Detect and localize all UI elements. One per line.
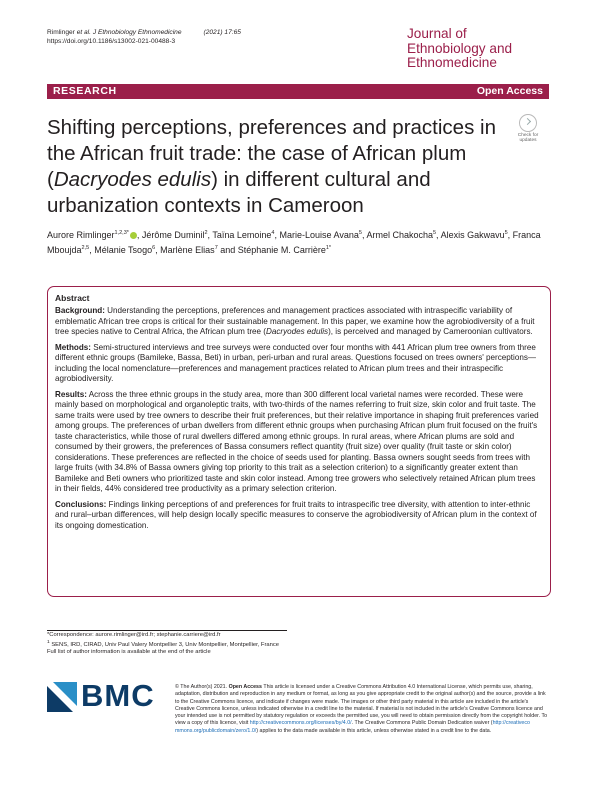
author-affiliation: 5 xyxy=(504,230,508,236)
author-affiliation: 5 xyxy=(358,230,362,236)
author-affiliation: 2 xyxy=(204,230,208,236)
author-affiliation: 4 xyxy=(271,230,275,236)
title-part1: Shifting perceptions, preferences and practices in the African fruit trade: the case of African plum ( xyxy=(47,116,496,191)
affiliation-text: SENS, IRD, CIRAD, Univ Paul Valery Montpellier 3, Univ Montpellier, Montpellier, France xyxy=(51,642,279,649)
bmc-logo xyxy=(47,680,162,720)
methods-text: Semi-structured interviews and tree surveys were conducted over four months with 441 African plum tree owners from three different ethnic groups (Bamileke, Bassa, Beti) in urban, peri-urban and rural areas. Questions focused on trees owners' perceptions—including the local nomenclature—preferences and management practices related to African plum trees and their intraspecific agrobiodiversity. xyxy=(55,342,536,383)
section-label: RESEARCH xyxy=(53,85,117,97)
author-list: Aurore Rimlinger$^{1,2,3*}$ , Jérôme Duminil$^2$, Taïna Lemoine$^4$, Marie-Louise Avana$^5$, Armel Chakocha$^5$, Alexis Gakwavu$^5$, Franca Mboujda$^{2,5}$, Mélanie Tsogo$^6$, Marlène Elias$^7$ and Stéphanie M. Carrière$^{1*}$ xyxy=(47,230,541,255)
citation-header xyxy=(47,28,241,46)
background-species: Dacryodes edulis xyxy=(266,327,329,336)
full-author-info: Full list of author information is available at the end of the article xyxy=(47,649,211,656)
title-part2: ) in different cultural and urbanization contexts in Cameroon xyxy=(47,168,431,217)
copyright: © The Author(s) 2021. xyxy=(175,684,229,690)
author-name: Jérôme Duminil xyxy=(141,230,205,240)
doi-link[interactable]: https://doi.org/10.1186/s13002-021-00488-3 xyxy=(47,38,176,45)
check-updates-line1: Check for xyxy=(517,133,539,138)
author-name: Alexis Gakwavu xyxy=(440,230,505,240)
author-name: Marie-Louise Avana xyxy=(279,230,359,240)
bmc-logo-text: BMC xyxy=(81,678,155,713)
author-name: Aurore Rimlinger xyxy=(47,230,115,240)
license-text xyxy=(175,684,549,735)
affiliation-number: 1 xyxy=(47,640,50,646)
results-text: Across the three ethnic groups in the study area, more than 300 different local varietal names were recorded. These were mainly based on morphological and organoleptic traits, with two-thirds of the names referring to fruit size, skin color and fruit taste. The same traits were used by tree owners to describe their fruit preferences, but their relative importance in shaping fruit preferences varied among groups. The preferences of urban dwellers from different ethnic groups when purchasing African plum fruit focused on the fruit's taste characteristics, while those of rural dwellers differed among ethnic groups. In rural areas, where African plums are sold and consumed by their growers, the preferences of Bassa consumers reflect quantity (fruit size) over quality (fruit taste or skin color) considerations. These preferences are reflected in the choice of seeds used for planting. Bassa owners sought seeds from trees with large fruits (with 34.8% of Bassa owners giving top priority to this trait as a selection criterion) to a significantly greater extent than Bamileke and Beti owners who prioritized taste and skin color instead. Among tree growers who selectively retained African plum trees in their fields, 44% considered tree productivity as a primary selection criterion. xyxy=(55,389,539,493)
cc0-link[interactable]: http://creativeco mmons.org/publicdomain/zero/1.0/ xyxy=(175,720,530,734)
conclusions-text: Findings linking perceptions of and preferences for fruit traits to intraspecific tree diversity, with attention to inter-ethnic and rural–urban differences, will help design locally specific measures to conserve the agrobiodiversity of African plum in the context of its ongoing domestication. xyxy=(55,499,537,530)
orcid-icon[interactable] xyxy=(130,232,137,239)
background-text-1: Understanding the perceptions, preferences and management practices associated with intraspecific variability of emblematic African tree crops is critical for their sustainable management. In this paper, we examine how the agrobiodiversity of a fruit tree species native to Central Africa, the African plum tree ( xyxy=(55,306,535,336)
author-name: Mélanie Tsogo xyxy=(94,244,153,255)
section-banner xyxy=(47,84,549,99)
check-updates-line2: updates xyxy=(519,138,537,143)
author-affiliation: 5 xyxy=(432,230,437,236)
abstract-heading: Abstract xyxy=(55,293,90,303)
author-name: Marlène Elias xyxy=(160,244,215,255)
open-access-label: Open Access xyxy=(476,85,543,97)
citation-journal: et al. J Ethnobiology Ethnomedicine xyxy=(76,29,182,36)
footnote-divider xyxy=(47,630,287,631)
author-affiliation: 7 xyxy=(214,244,218,251)
journal-name: Journal of Ethnobiology and Ethnomedicine xyxy=(407,26,513,70)
background-text-2: ), is perceived and managed by Cameroonian cultivators. xyxy=(328,327,533,336)
background-label: Background: xyxy=(55,306,105,315)
author-name: Taïna Lemoine xyxy=(212,230,272,240)
abstract-background xyxy=(55,306,543,338)
results-label: Results: xyxy=(55,389,87,399)
check-updates-icon xyxy=(519,114,537,132)
citation-year: (2021) 17:65 xyxy=(203,29,241,36)
bmc-logo-icon xyxy=(47,682,77,712)
methods-label: Methods: xyxy=(55,342,91,352)
author-name: Armel Chakocha xyxy=(366,230,433,240)
affiliation-1 xyxy=(47,639,307,649)
correspondence: *Correspondence: aurore.rimlinger@ird.fr; stephanie.carriere@ird.fr xyxy=(47,632,221,638)
author-name: Stéphanie M. Carrière xyxy=(237,244,326,255)
article-title xyxy=(47,115,517,219)
author-affiliation: 1* xyxy=(325,244,332,251)
footnotes xyxy=(47,632,307,657)
license-text-2: . The Creative Commons Public Domain Dedication waiver ( xyxy=(351,720,493,727)
license-text-3: ) applies to the data made available in this article, unless otherwise stated in a credit line to the data. xyxy=(256,727,492,734)
author-name: Franca Mboujda xyxy=(47,230,541,255)
author-affiliation: 6 xyxy=(152,244,156,251)
abstract-methods xyxy=(55,343,543,385)
abstract-conclusions xyxy=(55,500,543,532)
conclusions-label: Conclusions: xyxy=(55,499,107,509)
license-open-access: Open Access xyxy=(228,684,262,690)
citation-authors: Rimlinger xyxy=(47,29,77,36)
author-affiliation: 2,5 xyxy=(81,244,90,251)
license-text-1: This article is licensed under a Creative Commons Attribution 4.0 International License, which permits use, sharing, adaptation, distribution and reproduction in any medium or format, as long as you give appropriate credit to the original author(s) and the source, provide a link to the Creative Commons licence, and indicate if changes were made. The images or other third party material in this article are included in the article's Creative Commons licence, unless indicated otherwise in a credit line to the material. If material is not included in the article's Creative Commons licence and your intended use is not permitted by statutory regulation or exceeds the permitted use, you will need to obtain permission directly from the copyright holder. To view a copy of this licence, visit xyxy=(175,684,548,727)
cc-by-link[interactable]: http://creativecommons.org/licenses/by/4.0/ xyxy=(249,720,352,727)
abstract-box xyxy=(47,286,551,597)
title-species: Dacryodes edulis xyxy=(53,168,212,191)
abstract-results xyxy=(55,390,543,495)
author-affiliation: 1,2,3* xyxy=(114,230,129,236)
